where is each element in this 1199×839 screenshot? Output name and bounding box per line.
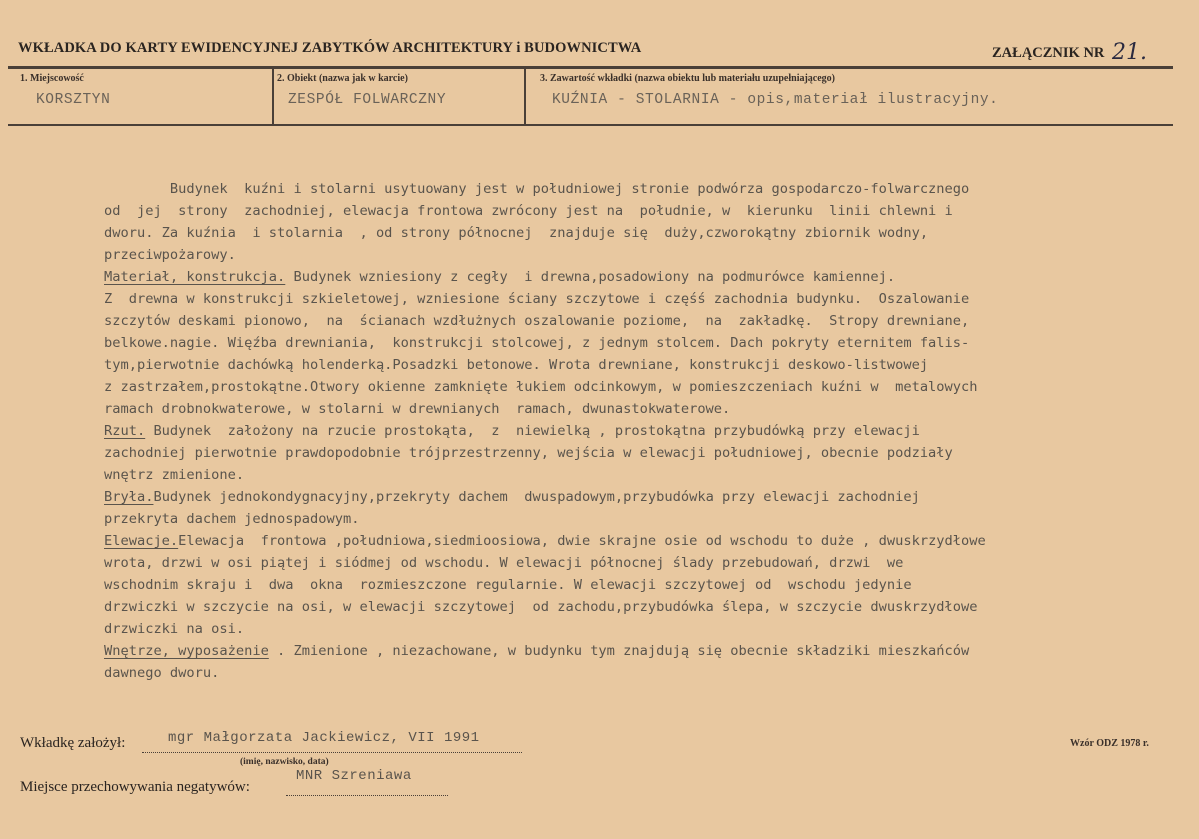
negatives-value: MNR Szreniawa	[296, 768, 412, 784]
annex-label: ZAŁĄCZNIK NR	[992, 45, 1105, 61]
elevation-section	[104, 530, 986, 552]
header-rule	[8, 66, 1173, 69]
form-code: Wzór ODZ 1978 r.	[1070, 738, 1149, 749]
locality-value: KORSZTYN	[36, 92, 111, 108]
mass-line: Budynek jednokondygnacyjny,przekryty dachem dwuspadowym,przybudówka przy elewacji zachodniej	[153, 489, 920, 505]
material-line: belkowe.nagie. Więźba drewniania, konstrukcji stolcowej, z jednym stolcem. Dach pokryty eternitem falis-	[104, 335, 970, 351]
interior-section	[104, 640, 986, 662]
plan-section	[104, 420, 986, 442]
mass-section	[104, 486, 986, 508]
locality-label: 1. Miejscowość	[20, 73, 84, 84]
author-value: mgr Małgorzata Jackiewicz, VII 1991	[168, 730, 480, 746]
author-caption: (imię, nazwisko, data)	[240, 757, 329, 767]
document-title: WKŁADKA DO KARTY EWIDENCYJNEJ ZABYTKÓW ARCHITEKTURY i BUDOWNICTWA	[18, 40, 642, 56]
material-heading: Materiał, konstrukcja.	[104, 269, 286, 285]
interior-heading: Wnętrze, wyposażenie	[104, 643, 269, 659]
elevation-line: wrota, drzwi w osi piątej i siódmej od wschodu. W elewacji północnej ślady przebudowań, drzwi we	[104, 555, 904, 571]
author-label: Wkładkę założył:	[20, 735, 126, 751]
material-line: ramach drobnokwaterowe, w stolarni w drewnianych ramach, dwunastokwaterowe.	[104, 401, 731, 417]
field-divider	[272, 69, 274, 124]
intro-line: dworu. Za kuźnia i stolarnia , od strony północnej znajduje się duży,czworokątny zbiornik wodny,	[104, 225, 929, 241]
object-value: ZESPÓŁ FOLWARCZNY	[288, 92, 447, 108]
plan-line: zachodniej pierwotnie prawdopodobnie trójprzestrzenny, wejścia w elewacji południowej, obecnie podziały	[104, 445, 953, 461]
plan-heading: Rzut.	[104, 423, 146, 439]
intro-line: Budynek kuźni i stolarni usytuowany jest w południowej stronie podwórza gospodarczo-folwarcznego	[104, 181, 970, 197]
plan-line: Budynek założony na rzucie prostokąta, z niewielką , prostokątna przybudówką przy elewacji	[145, 423, 920, 439]
annex-number	[992, 38, 1147, 63]
intro-line: od jej strony zachodniej, elewacja frontowa zwrócony jest na południe, w kierunku linii chlewni i	[104, 203, 953, 219]
content-value: KUŹNIA - STOLARNIA - opis,materiał ilustracyjny.	[552, 92, 999, 108]
elevation-heading: Elewacje.	[104, 533, 179, 549]
field-divider	[524, 69, 526, 124]
elevation-line: wschodnim skraju i dwa okna rozmieszczone regularnie. W elewacji szczytowej od wschodu jedynie	[104, 577, 912, 593]
material-line: Z drewna w konstrukcji szkieletowej, wzniesione ściany szczytowe i częśś zachodnia budynku. Oszalowanie	[104, 291, 970, 307]
intro-line: przeciwpożarowy.	[104, 247, 236, 263]
content-label: 3. Zawartość wkładki (nazwa obiektu lub materiału uzupełniającego)	[540, 73, 836, 84]
object-label: 2. Obiekt (nazwa jak w karcie)	[277, 73, 408, 84]
mass-line: przekryta dachem jednospadowym.	[104, 511, 360, 527]
negatives-dotted-line	[286, 795, 448, 796]
material-line: tym,pierwotnie dachówką holenderką.Posadzki betonowe. Wrota drewniane, konstrukcji deskowo-listwowej	[104, 357, 929, 373]
fields-rule	[8, 124, 1173, 126]
description-body	[104, 156, 986, 706]
material-line: Budynek wzniesiony z cegły i drewna,posadowiony na podmurówce kamiennej.	[285, 269, 896, 285]
interior-line: dawnego dworu.	[104, 665, 220, 681]
elevation-line: Elewacja frontowa ,południowa,siedmioosiowa, dwie skrajne osie od wschodu to duże , dwuskrzydłowe	[178, 533, 986, 549]
material-line: szczytów deskami pionowo, na ścianach wzdłużnych oszalowanie poziome, na zakładkę. Stropy drewniane,	[104, 313, 970, 329]
plan-line: wnętrz zmienione.	[104, 467, 245, 483]
mass-heading: Bryła.	[104, 489, 154, 505]
annex-handwritten-number: 21.	[1112, 40, 1148, 65]
author-dotted-line	[142, 752, 522, 753]
material-section	[104, 266, 986, 288]
material-line: z zastrzałem,prostokątne.Otwory okienne zamknięte łukiem odcinkowym, w pomieszczeniach kuźni w metalowych	[104, 379, 978, 395]
interior-line: . Zmienione , niezachowane, w budynku tym znajdują się obecnie składziki mieszkańców	[268, 643, 970, 659]
elevation-line: drzwiczki w szczycie na osi, w elewacji szczytowej od zachodu,przybudówka ślepa, w szczycie dwuskrzydłowe	[104, 599, 978, 615]
elevation-line: drzwiczki na osi.	[104, 621, 245, 637]
negatives-label: Miejsce przechowywania negatywów:	[20, 779, 250, 795]
